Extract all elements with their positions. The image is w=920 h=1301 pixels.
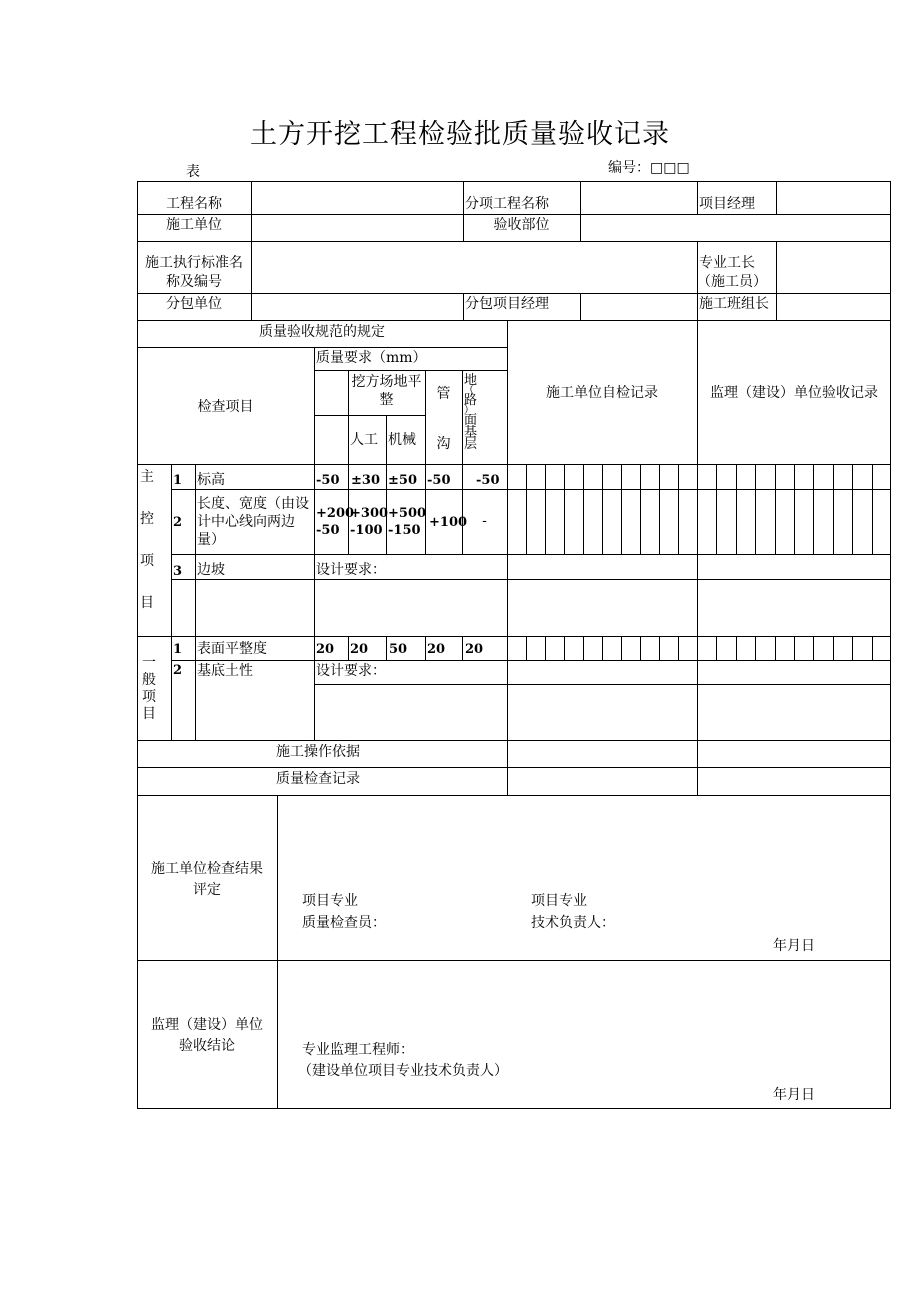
tech-lead-line1: 项目专业	[531, 893, 587, 909]
ground-layer-char: （	[464, 385, 474, 396]
label-foreman-line1: 专业工长	[699, 255, 755, 271]
label-sub-project-name: 分项工程名称	[465, 196, 549, 212]
page-title: 土方开挖工程检验批质量验收记录	[250, 119, 670, 150]
supervising-engineer: 专业监理工程师：	[302, 1042, 414, 1058]
supervision-result-label-line2: 验收结论	[179, 1038, 235, 1054]
row-number: 3	[173, 564, 183, 579]
doc-no-label: 编号：	[608, 160, 650, 176]
row-number: 1	[173, 642, 183, 657]
value-ground-layer: -50	[476, 473, 500, 488]
label-foreman-line2: （施工员）	[697, 274, 767, 290]
value-ground-layer: -	[482, 513, 487, 529]
site-leveling-line1: 挖方场地平	[351, 374, 422, 390]
ground-layer-char: 面	[464, 413, 478, 428]
value-machine: ±30	[351, 473, 380, 488]
general-label-char: 项	[142, 689, 156, 705]
value-pipe-trench: 20	[427, 642, 446, 657]
label-sub-project-manager: 分包项目经理	[465, 296, 549, 312]
ground-layer-char: 基	[464, 425, 478, 440]
value-pipe-trench: -50	[427, 473, 451, 488]
label-sub-unit: 分包单位	[166, 296, 222, 312]
check-item-header: 检查项目	[197, 399, 254, 415]
tech-lead-line2: 技术负责人：	[531, 915, 615, 931]
quality-check-record: 质量检查记录	[276, 771, 360, 787]
check-record-grid	[527, 464, 873, 660]
self-check-record-header: 施工单位自检记录	[546, 385, 658, 401]
design-requirement: 设计要求：	[316, 562, 386, 578]
label-standard-line1: 施工执行标准名	[145, 255, 243, 271]
construction-result-label-line2: 评定	[193, 882, 221, 898]
label-standard-line2: 称及编号	[166, 274, 222, 290]
value-pipe: ±50	[388, 473, 417, 488]
doc-no-value: □□□	[650, 160, 690, 176]
value-manual: 20	[316, 642, 335, 657]
owner-tech-lead: （建设单位项目专业技术负责人）	[298, 1063, 508, 1079]
construction-result-label-line1: 施工单位检查结果	[151, 861, 263, 877]
main-control-label-char: 项	[140, 553, 154, 569]
value-machine: +300 -100	[350, 506, 389, 538]
manual-header: 人工	[350, 432, 378, 448]
label-project-name: 工程名称	[166, 196, 222, 212]
row-number: 2	[173, 663, 183, 678]
item-surface-flatness: 表面平整度	[197, 641, 267, 657]
general-label-char: 目	[142, 706, 156, 722]
ground-layer-char: ）	[464, 405, 474, 416]
label-project-manager: 项目经理	[699, 196, 755, 212]
inspector-line1: 项目专业	[302, 893, 358, 909]
row-number: 1	[173, 473, 183, 488]
row-number: 2	[173, 515, 183, 530]
value-pipe: 50	[389, 642, 408, 657]
main-control-label-char: 目	[140, 595, 154, 611]
value-machine: 20	[350, 642, 369, 657]
supervision-record-header: 监理（建设）单位验收记录	[710, 385, 878, 401]
ground-layer-char: 层	[464, 437, 478, 452]
item-elevation: 标高	[197, 472, 225, 488]
construction-date: 年月日	[773, 938, 815, 954]
main-control-label-char: 控	[140, 511, 154, 527]
value-pipe: +500 -150	[388, 506, 427, 538]
general-label-char: 一	[142, 655, 156, 671]
construction-basis: 施工操作依据	[276, 744, 360, 760]
inspector-line2: 质量检查员：	[302, 915, 386, 931]
general-label-char: 般	[142, 672, 156, 688]
label-acceptance-part: 验收部位	[493, 217, 550, 233]
design-requirement: 设计要求：	[316, 663, 386, 679]
value-manual: -50	[316, 473, 340, 488]
pipe-trench-top: 管	[436, 386, 451, 402]
value-ground-layer: 20	[465, 642, 484, 657]
general-label	[137, 655, 161, 723]
item-base-soil: 基底土性	[197, 663, 253, 679]
item-length-width: 长度、宽度（由设计中心线向两边量）	[197, 496, 309, 548]
machine-header: 机械	[388, 432, 416, 448]
quality-requirement: 质量要求（mm）	[316, 350, 427, 366]
site-leveling-line2: 整	[379, 392, 394, 408]
value-manual: +200 -50	[316, 506, 355, 538]
spec-title: 质量验收规范的规定	[259, 324, 385, 340]
main-control-label-char: 主	[140, 469, 154, 485]
supervision-result-label-line1: 监理（建设）单位	[151, 1017, 263, 1033]
ground-layer-char: 路	[464, 393, 478, 408]
label-team-leader: 施工班组长	[699, 296, 769, 312]
value-pipe-trench: +100	[429, 515, 468, 530]
table-prefix: 表	[186, 164, 200, 180]
pipe-trench-bottom: 沟	[436, 436, 451, 452]
item-slope: 边坡	[197, 562, 225, 578]
ground-layer-char: 地	[464, 373, 478, 388]
supervision-date: 年月日	[773, 1087, 815, 1103]
ground-base-layer-header	[464, 375, 477, 451]
label-construction-unit: 施工单位	[166, 217, 222, 233]
